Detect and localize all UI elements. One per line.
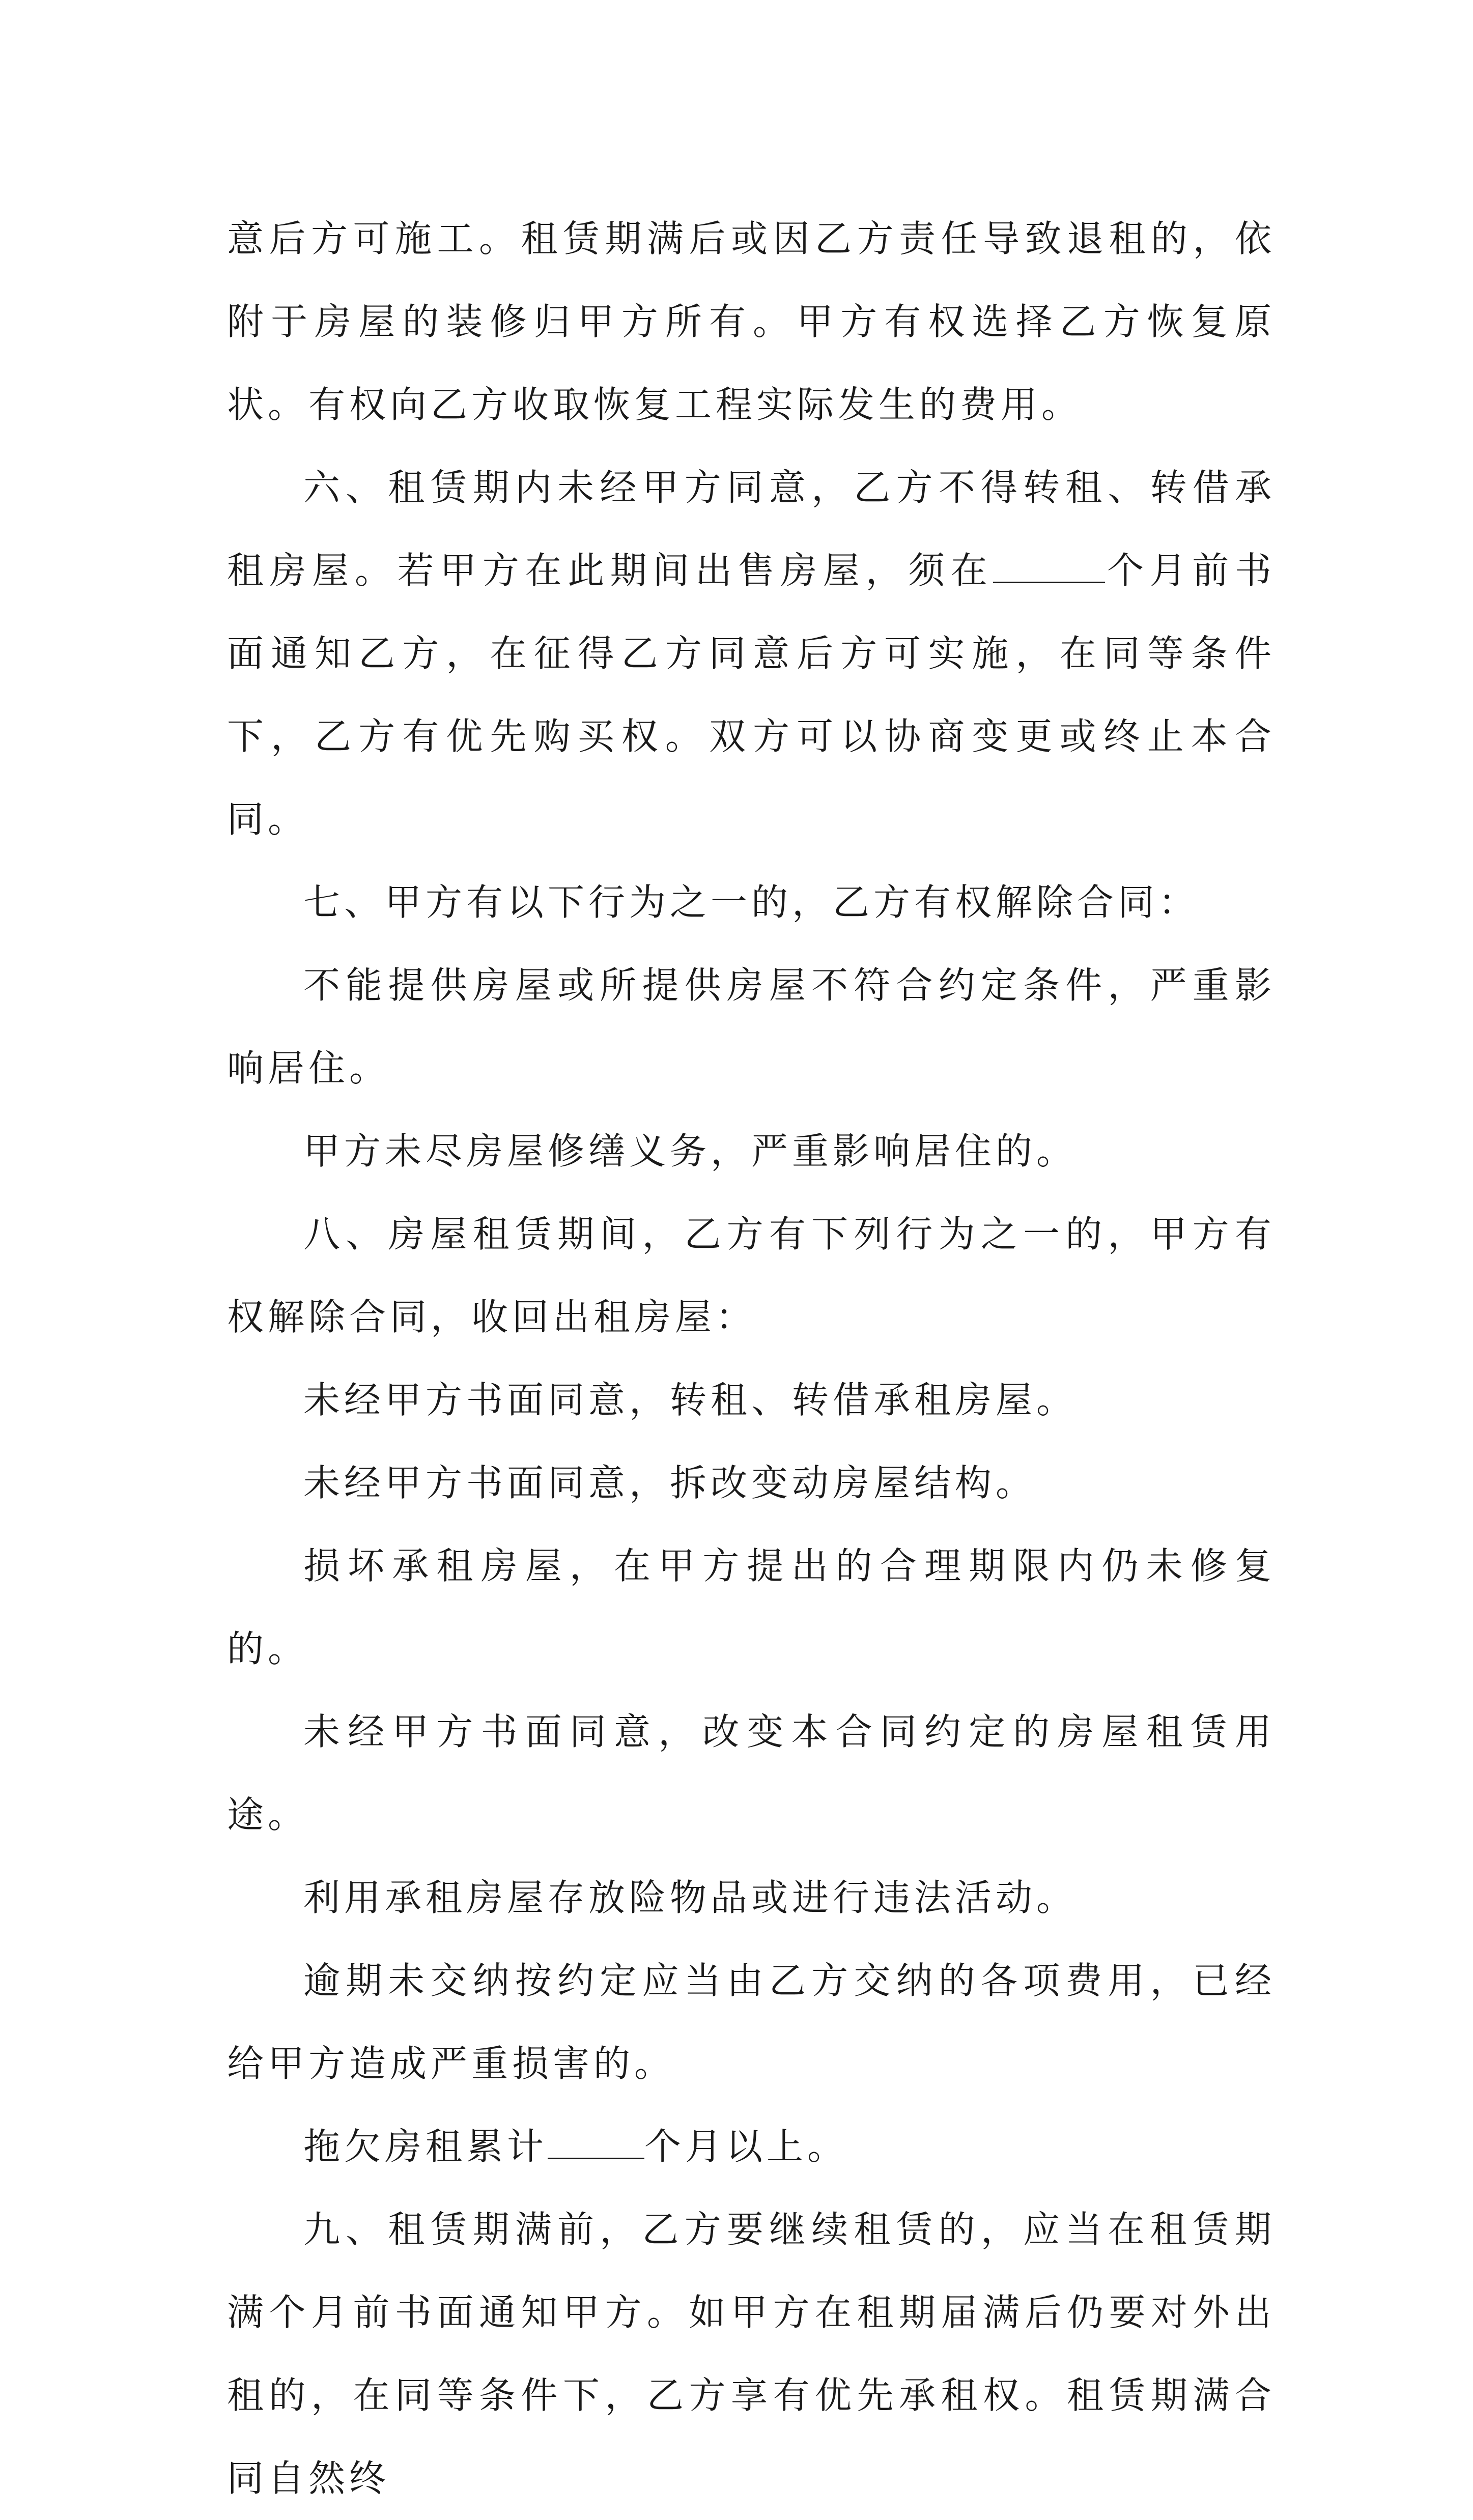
paragraph-text-continued: 个月前书面通知乙方，在征得乙方同意后方可实施，在同等条件下，乙方有优先购买权。双方可以协商变更或终止本合同。 [227,549,1276,841]
paragraph-clause-8-item-2 [227,1442,1276,1525]
fill-in-blank-months[interactable] [993,551,1105,583]
paragraph-clause-7-item-1 [227,944,1276,1110]
paragraph-clause-8 [227,1193,1276,1359]
paragraph-renovation [227,197,1276,446]
paragraph-clause-6 [227,446,1276,861]
paragraph-text: 意后方可施工。租赁期满后或因乙方责任导致退租的，依附于房屋的装修归甲方所有。甲方有权选择乙方恢复原状。有权向乙方收取恢复工程实际发生的费用。 [227,217,1276,426]
paragraph-clause-8-item-6 [227,1939,1276,2105]
paragraph-clause-8-item-7 [227,2105,1276,2188]
paragraph-clause-7-item-2 [227,1110,1276,1193]
paragraph-text: 逾期未交纳按约定应当由乙方交纳的各项费用，已经给甲方造成严重损害的。 [227,1959,1276,2085]
paragraph-clause-7 [227,861,1276,944]
paragraph-text: 不能提供房屋或所提供房屋不符合约定条件，严重影响居住。 [227,964,1276,1090]
paragraph-text: 九、租赁期满前，乙方要继续租赁的，应当在租赁期满个月前书面通知甲方。如甲方在租期届满后仍要对外出租的，在同等条件下，乙方享有优先承租权。租赁期满合同自然终 [227,2208,1276,2500]
paragraph-clause-8-item-4 [227,1691,1276,1856]
paragraph-text-continued: 个月以上。 [644,2125,848,2168]
paragraph-text: 损坏承租房屋，在甲方提出的合理期限内仍未修复的。 [227,1544,1276,1670]
paragraph-clause-8-item-3 [227,1525,1276,1691]
paragraph-text: 未经甲方书面同意，转租、转借承租房屋。 [303,1379,1078,1421]
paragraph-text: 六、租赁期内未经甲方同意，乙方不得转租、转借承租房屋。若甲方在此期间出售房屋，须在 [227,466,1276,592]
paragraph-text: 利用承租房屋存放险物品或进行违法活动。 [303,1876,1078,1919]
paragraph-text: 七、甲方有以下行为之一的，乙方有权解除合同： [303,881,1200,924]
contract-text [227,197,1276,2520]
paragraph-clause-8-item-1 [227,1359,1276,1442]
paragraph-text: 未经甲方书面同意，拆改变动房屋结构。 [303,1462,1037,1504]
paragraph-text: 拖欠房租累计 [303,2125,548,2168]
paragraph-clause-8-item-5 [227,1856,1276,1939]
paragraph-text: 八、房屋租赁期间，乙方有下列行为之一的，甲方有权解除合同，收回出租房屋： [227,1213,1276,1338]
fill-in-blank-months-overdue[interactable] [548,2127,644,2159]
paragraph-clause-9 [227,2188,1276,2520]
paragraph-text: 未经甲方书面同意，改变本合同约定的房屋租赁用途。 [227,1710,1276,1836]
paragraph-text: 甲方未尽房屋修缮义务，严重影响居住的。 [303,1130,1078,1172]
